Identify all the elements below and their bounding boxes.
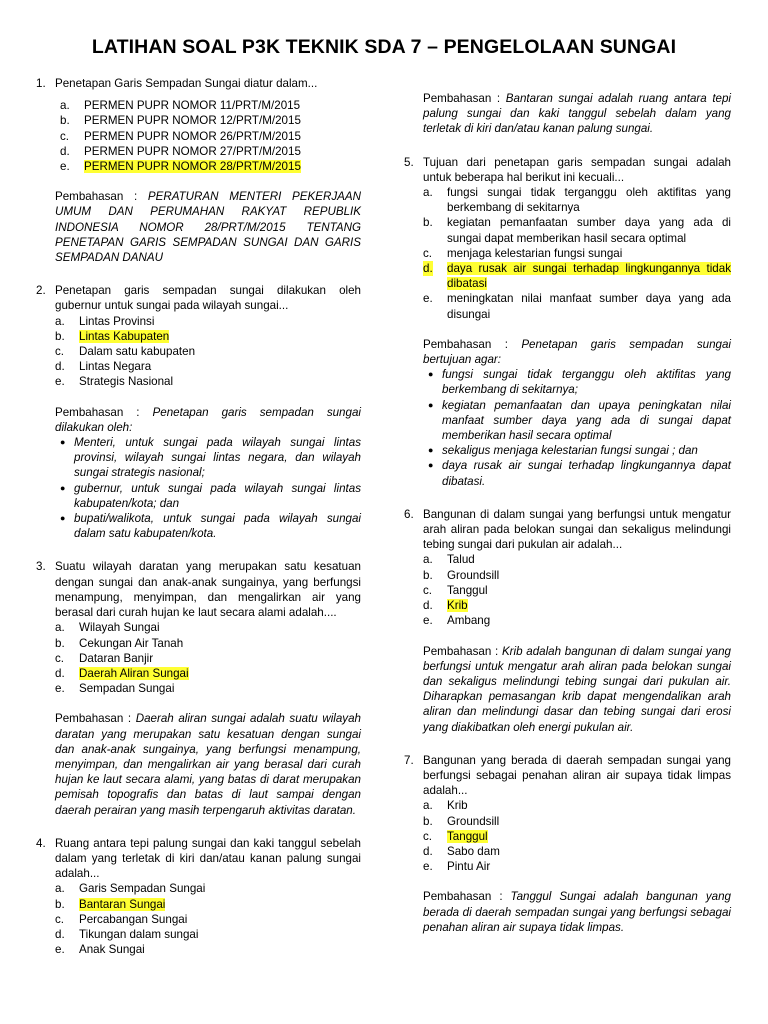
option-d: d. Lintas Negara xyxy=(55,360,152,374)
option-e: e. Strategis Nasional xyxy=(55,375,174,389)
option-e: e. meningkatan nilai manfaat sumber daya yang ada disungai xyxy=(423,292,731,321)
option-a: a. fungsi sungai tidak terganggu oleh aktifitas yang berkembang di sekitarnya xyxy=(423,186,731,215)
question-number: 5. xyxy=(404,155,414,169)
question-2 xyxy=(36,283,361,541)
page-title: LATIHAN SOAL P3K TEKNIK SDA 7 – PENGELOLAAN SUNGAI xyxy=(91,36,677,58)
option-d: d. Sabo dam xyxy=(423,844,500,858)
option-a: a. Lintas Provinsi xyxy=(55,314,155,328)
options-list xyxy=(55,881,361,957)
option-c: c. Percabangan Sungai xyxy=(55,912,188,926)
question-text: Bangunan yang berada di daerah sempadan sungai yang berfungsi sebagai penahan aliran air supaya tidak limpas adalah... xyxy=(423,753,731,798)
explanation: Pembahasan : Penetapan garis sempadan sungai dilakukan oleh: xyxy=(55,405,361,434)
option-a: a. PERMEN PUPR NOMOR 11/PRT/M/2015 xyxy=(60,99,301,113)
question-1 xyxy=(36,76,361,265)
options-list xyxy=(423,798,731,874)
question-number: 7. xyxy=(404,753,414,767)
question-number: 2. xyxy=(36,284,46,298)
question-number: 1. xyxy=(36,77,46,90)
option-c: c. Dalam satu kabupaten xyxy=(55,345,196,359)
question-text: Penetapan garis sempadan sungai dilakukan oleh gubernur untuk sungai pada wilayah sungai... xyxy=(55,284,361,313)
explanation-bullet: ● gubernur, untuk sungai pada wilayah sungai lintas kabupaten/kota; dan xyxy=(60,481,361,510)
question-text: Penetapan Garis Sempadan Sungai diatur dalam... xyxy=(55,77,318,90)
options-list xyxy=(55,314,361,390)
option-a: a. Talud xyxy=(423,553,475,567)
option-b-answer: b. Lintas Kabupaten xyxy=(55,329,170,343)
explanation: Pembahasan : Daerah aliran sungai adalah suatu wilayah daratan yang merupakan satu kesatuan dengan sungai dan anak-anak sungainya, yang berfungsi menampung, menyimpan, dan mengalirkan air yang berasal dari curah hujan ke laut secara alami, yang batas di darat merupakan pemisah topografis dan batas di laut sampai dengan daerah perairan yang masih terpengaruh aktivitas daratan. xyxy=(55,712,361,817)
options-list xyxy=(60,98,361,174)
option-b: b. PERMEN PUPR NOMOR 12/PRT/M/2015 xyxy=(60,114,301,128)
explanation-bullet: ● fungsi sungai tidak terganggu oleh aktifitas yang berkembang di sekitarnya; xyxy=(428,368,731,397)
question-text: Suatu wilayah daratan yang merupakan satu kesatuan dengan sungai dan anak-anak sungainya, yang berfungsi menampung, menyimpan, dan mengalirkan air yang berasal dari curah hujan ke laut secara alami adalah.... xyxy=(55,560,361,620)
option-b: b. Cekungan Air Tanah xyxy=(55,636,184,650)
option-e: e. Sempadan Sungai xyxy=(55,682,175,696)
option-c: c. menjaga kelestarian fungsi sungai xyxy=(423,246,623,260)
explanation: Pembahasan : Tanggul Sungai adalah bangunan yang berada di daerah sempadan sungai yang berfungsi sebagai penahan aliran air supaya tidak limpas. xyxy=(423,890,731,934)
option-a: a. Wilayah Sungai xyxy=(55,621,160,635)
option-d: d. PERMEN PUPR NOMOR 27/PRT/M/2015 xyxy=(60,144,301,158)
explanation-bullet: ● daya rusak air sungai terhadap lingkungannya dapat dibatasi. xyxy=(428,459,731,488)
question-3 xyxy=(36,559,361,817)
left-column xyxy=(36,76,361,957)
option-d: d. Tikungan dalam sungai xyxy=(55,927,199,941)
option-b-answer: b. Bantaran Sungai xyxy=(55,897,166,911)
question-6 xyxy=(404,507,731,735)
explanation: Pembahasan : PERATURAN MENTERI PEKERJAAN UMUM DAN PERUMAHAN RAKYAT REPUBLIK INDONESIA NOMOR 28/PRT/M/2015 TENTANG PENETAPAN GARIS SEMPADAN SUNGAI DAN GARIS SEMPADAN DANAU xyxy=(55,190,361,265)
question-4 xyxy=(36,836,361,958)
option-a: a. Garis Sempadan Sungai xyxy=(55,882,206,896)
question-text: Ruang antara tepi palung sungai dan kaki tanggul sebelah dalam yang terletak di kiri dan/atau kanan palung sungai adalah... xyxy=(55,836,361,881)
option-c-answer: c. Tanggul xyxy=(423,829,488,843)
option-e-answer: e. PERMEN PUPR NOMOR 28/PRT/M/2015 xyxy=(60,160,301,174)
option-a: a. Krib xyxy=(423,799,468,813)
option-c: c. Tanggul xyxy=(423,583,488,597)
question-text: Tujuan dari penetapan garis sempadan sungai adalah untuk beberapa hal berikut ini kecuali... xyxy=(423,155,731,184)
option-d-answer: d. daya rusak air sungai terhadap lingkungannya tidak dibatasi xyxy=(423,262,731,291)
option-c: c. Dataran Banjir xyxy=(55,651,154,665)
options-list xyxy=(423,552,731,628)
explanation-bullet: ● Menteri, untuk sungai pada wilayah sungai lintas provinsi, wilayah sungai lintas negara, dan wilayah sungai strategis nasional; xyxy=(60,436,361,480)
option-c: c. PERMEN PUPR NOMOR 26/PRT/M/2015 xyxy=(60,129,301,143)
option-b: b. Groundsill xyxy=(423,568,500,582)
question-4-explanation: Pembahasan : Bantaran sungai adalah ruang antara tepi palung sungai dan kaki tanggul sebelah dalam yang terletak di kiri dan/atau kanan palung sungai. xyxy=(423,92,732,136)
option-d-answer: d. Daerah Aliran Sungai xyxy=(55,666,189,680)
question-5 xyxy=(404,155,731,489)
options-list xyxy=(423,185,731,322)
question-7 xyxy=(404,753,731,935)
explanation-bullet: ● sekaligus menjaga kelestarian fungsi sungai ; dan xyxy=(428,444,698,458)
option-b: b. kegiatan pemanfaatan sumber daya yang ada di sungai dapat memberikan hasil secara optimal xyxy=(423,216,731,245)
option-d-answer: d. Krib xyxy=(423,599,468,613)
question-number: 6. xyxy=(404,507,414,521)
question-number: 3. xyxy=(36,560,46,574)
explanation-bullet: ● bupati/walikota, untuk sungai pada wilayah sungai dalam satu kabupaten/kota. xyxy=(60,512,361,541)
option-e: e. Pintu Air xyxy=(423,860,491,874)
right-column xyxy=(404,91,731,935)
question-text: Bangunan di dalam sungai yang berfungsi untuk mengatur arah aliran pada belokan sungai dan sekaligus melindungi tebing sungai dari pukulan air adalah... xyxy=(423,507,731,552)
option-e: e. Ambang xyxy=(423,614,491,628)
explanation: Pembahasan : Krib adalah bangunan di dalam sungai yang berfungsi untuk mengatur arah aliran pada belokan sungai dan sekaligus melindungi tebing sungai dari pukulan air. Diharapkan pemasangan krib dapat mengendalikan arah aliran dan melindungi dasar dan tebing sungai dari erosi yang diakibatkan oleh energi pukulan air. xyxy=(423,644,731,734)
question-number: 4. xyxy=(36,836,46,850)
options-list xyxy=(55,620,361,696)
option-b: b. Groundsill xyxy=(423,814,500,828)
option-e: e. Anak Sungai xyxy=(55,943,145,957)
explanation: Pembahasan : Penetapan garis sempadan sungai bertujuan agar: xyxy=(423,337,731,367)
explanation-bullet: ● kegiatan pemanfaatan dan upaya peningkatan nilai manfaat sumber daya yang ada di sungai dapat memberikan hasil secara optimal xyxy=(428,398,731,443)
